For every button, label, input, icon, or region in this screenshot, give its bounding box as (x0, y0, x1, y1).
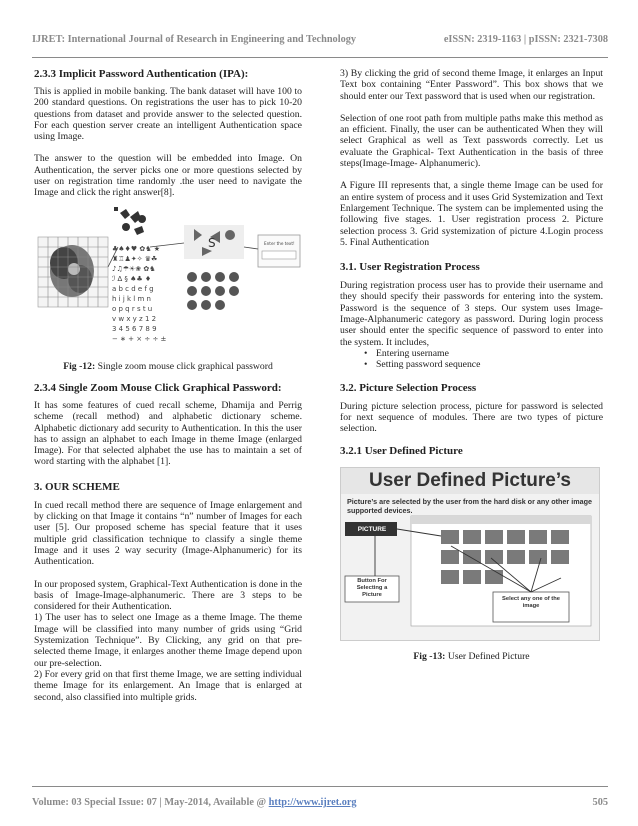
svg-text:3 4 5 6 7 8 9: 3 4 5 6 7 8 9 (112, 324, 157, 333)
right-column (340, 68, 603, 663)
section-3-2-title: 3.2. Picture Selection Process (340, 381, 477, 394)
s234-paragraph-1: It has some features of cued recall scheme, Dhamija and Perrig scheme (recall method) and alphabetic dictionary scheme. Alphabetic dictionary add security to Authentication. In this the user has to assign an alphabet to each Image in theme Image (enlarged Image). For that selected alphabet the use has to maintain a set of word starting with the alphabet [1]. (34, 399, 302, 468)
s233-paragraph-2: The answer to the question will be embedded into Image. On Authentication, the server picks one or more questions selected by user on registration time randomly .the user need to navigate the Image and click the right answer[8]. (34, 153, 302, 199)
butterfly-image (184, 225, 244, 259)
fig12-caption-text: Single zoom mouse click graphical password (95, 360, 273, 372)
footer-volume-text: Volume: 03 Special Issue: 07 | May-2014, Available @ (32, 797, 269, 808)
header-rule (32, 57, 608, 58)
figure-12-caption (34, 361, 302, 372)
fig13-caption-text: User Defined Picture (445, 651, 530, 663)
enter-text-box (258, 235, 300, 267)
zoom-image-grid (114, 207, 146, 235)
footer-rule (32, 786, 608, 787)
right-paragraph-2: Selection of one root path from multiple paths make this method as an efficient. Finally, the user can be authenticated When they will select Graphical as well as Text passwords correctly. Let us evaluate the Graphical- Text Authentication in the basis of three steps(Image-Image- Alphanumeric). (340, 112, 603, 170)
s31-paragraph-1: During registration process user has to provide their username and they should specify their passwords for entering into the system. Password is the sequence of 3 steps. Our system uses Image-Image-Alphanumeric category as password. During login process user should enter the specific sequence of password to enter into the system. It includes, (340, 280, 603, 348)
button-select-label: Button For Selecting a Picture (356, 578, 388, 599)
section-3-1-title: 3.1. User Registration Process (340, 261, 480, 274)
figure-13-banner: User Defined Picture’s (341, 468, 599, 494)
journal-link[interactable]: http://www.ijret.org (268, 797, 357, 808)
right-paragraph-1: 3) By clicking the grid of second theme Image, it enlarges an Input Text box containing “Enter Password”. This box shows that we should enter our Text password that is used when our registration. (340, 68, 603, 102)
registration-bullet-list (340, 348, 603, 371)
picture-button-label: PICTURE (357, 526, 387, 534)
s32-paragraph-1: During picture selection process, picture for password is selected for next sequence of modules. There are two types of picture selection. (340, 400, 603, 435)
s3-paragraph-3: 1) The user has to select one Image as a theme Image. The theme Image will be classified into many number of grids using “Grid Systemization Technique”. By Clicking, any grid on that pre-selected theme Image, it enlarges another theme Image depend upon our pre-selection. (34, 612, 302, 669)
section-3-title: 3. OUR SCHEME (34, 480, 120, 493)
figure-13-caption (340, 651, 603, 662)
svg-text:S: S (208, 235, 216, 250)
section-2-3-4-title: 2.3.4 Single Zoom Mouse Click Graphical Password: (34, 381, 282, 394)
running-header (32, 34, 608, 45)
fig12-label: Fig -12: (63, 360, 96, 372)
svg-text:v w x y z 1 2: v w x y z 1 2 (112, 314, 157, 323)
page-number: 505 (592, 797, 608, 808)
left-column (34, 68, 302, 703)
issn-text: eISSN: 2319-1163 | pISSN: 2321-7308 (443, 34, 608, 45)
svg-text:♣♠♦♥ ✿♞ ★: ♣♠♦♥ ✿♞ ★ (112, 244, 160, 253)
svg-text:♜♖♟✦✧ ♛☘: ♜♖♟✦✧ ♛☘ (112, 254, 158, 263)
s3-paragraph-2: In our proposed system, Graphical-Text Authentication is done in the basis of Image-Image-alphanumeric. There are 3 steps to be considered for their Authentication. (34, 578, 302, 613)
svg-text:h i j k l m n: h i j k l m n (112, 294, 151, 303)
journal-title: IJRET: International Journal of Research in Engineering and Technology (32, 34, 357, 45)
enter-text-label: Enter the text! (264, 240, 295, 246)
section-2-3-3-title: 2.3.3 Implicit Password Authentication (IPA): (34, 68, 249, 80)
svg-text:a b c d e f g: a b c d e f g (112, 284, 154, 293)
bullet-setting-password: • Setting password sequence (364, 359, 603, 370)
fig13-label: Fig -13: (413, 651, 446, 663)
animals-grid (187, 272, 239, 310)
figure-12 (34, 207, 302, 355)
s233-paragraph-1: This is applied in mobile banking. The bank dataset will have 100 to 200 standard questions. On registrations the user has to pick 10-20 questions from dataset and provide answer to the selected question. For each question server create an intelligent Authentication space using Image. (34, 86, 302, 143)
svg-text:o p q r s t u: o p q r s t u (112, 304, 153, 313)
flower-grid-image (38, 237, 108, 307)
running-footer (32, 797, 608, 808)
right-paragraph-3: A Figure III represents that, a single theme Image can be used for an entire system of process and it uses Grid Systemization and Text Enlargement Technique. The system can be implemented using the following five stages. 1. User registration process 2. Picture selection process 3. Grid systemization of picture 4.Login process 5. Final Authentication (340, 180, 603, 248)
bullet-entering-username: • Entering username (364, 348, 603, 359)
section-3-2-1-title: 3.2.1 User Defined Picture (340, 445, 463, 458)
s3-paragraph-4: 2) For every grid on that first theme Image, we are setting individual theme Image for its enlargement. An Image that is enlarged at second, also classified into multiple grids. (34, 668, 302, 703)
svg-text:♪♫☂☀❀ ✿♞: ♪♫☂☀❀ ✿♞ (112, 264, 156, 273)
s3-paragraph-1: In cued recall method there are sequence of Image enlargement and by clicking on that Image it contains “n” number of Images for each user [5]. Our proposed scheme has special feature that it uses multiple grid classification technique to classify a single theme Image and it uses 2 way security (Image-Alphanumeric) for its Authentication. (34, 499, 302, 568)
figure-13 (340, 467, 600, 641)
figure-13-subtitle: Picture’s are selected by the user from the hard disk or any other image supported devices. (347, 497, 592, 516)
svg-text:ℐ ∆ § ♠♣ ♦: ℐ ∆ § ♠♣ ♦ (112, 274, 152, 283)
footer-volume (32, 797, 357, 808)
figure-12-image (34, 207, 302, 355)
symbol-columns (112, 245, 167, 343)
svg-text:− ∗ + × ÷ ÷ ±: − ∗ + × ÷ ÷ ± (112, 334, 167, 343)
select-image-label: Select any one of the image (502, 596, 560, 610)
